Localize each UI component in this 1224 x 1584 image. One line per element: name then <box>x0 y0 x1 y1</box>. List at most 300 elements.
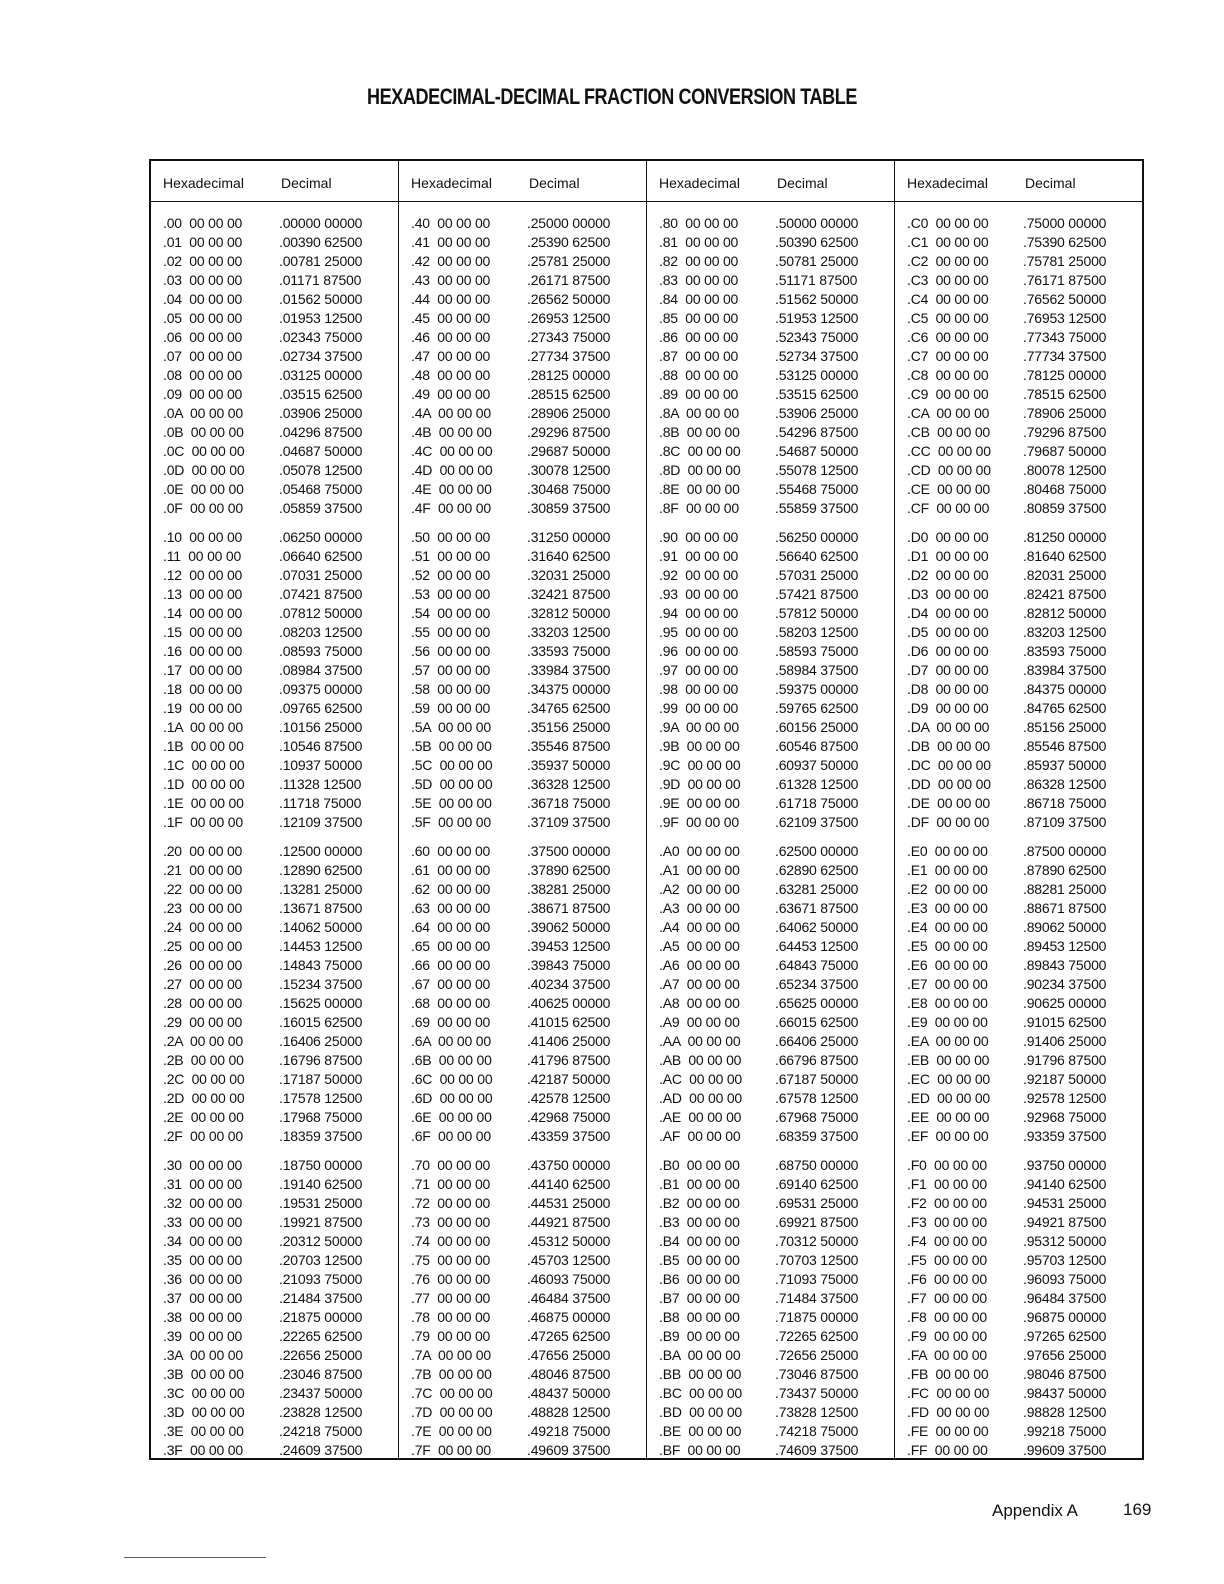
hex-value: .AB 00 00 00 <box>659 1052 742 1068</box>
hex-value: .32 00 00 00 <box>163 1195 243 1211</box>
table-row <box>151 384 398 403</box>
hex-value: .FB 00 00 00 <box>907 1366 989 1382</box>
table-row <box>647 660 894 679</box>
table-row <box>151 698 398 717</box>
table-row <box>895 717 1142 736</box>
hex-value: .A4 00 00 00 <box>659 919 740 935</box>
table-row <box>399 546 646 565</box>
decimal-value: .44921 87500 <box>527 1214 611 1230</box>
table-row <box>151 498 398 517</box>
decimal-value: .12109 37500 <box>279 814 363 830</box>
decimal-value: .53515 62500 <box>775 386 859 402</box>
decimal-value: .11718 75000 <box>279 795 362 811</box>
table-row <box>151 1288 398 1307</box>
decimal-value: .87890 62500 <box>1023 862 1107 878</box>
decimal-value: .51171 87500 <box>775 272 858 288</box>
table-row <box>399 812 646 831</box>
table-row <box>399 660 646 679</box>
hex-value: .0B 00 00 00 <box>163 424 244 440</box>
table-row <box>151 1440 398 1459</box>
hex-value: .41 00 00 00 <box>411 234 491 250</box>
hex-value: .C8 00 00 00 <box>907 367 989 383</box>
hex-value: .88 00 00 00 <box>659 367 739 383</box>
table-row <box>151 270 398 289</box>
hex-value: .68 00 00 00 <box>411 995 491 1011</box>
decimal-value: .47265 62500 <box>527 1328 611 1344</box>
hex-value: .E4 00 00 00 <box>907 919 988 935</box>
hex-value: .BB 00 00 00 <box>659 1366 742 1382</box>
hex-value: .9E 00 00 00 <box>659 795 740 811</box>
decimal-value: .14843 75000 <box>279 957 363 973</box>
hex-value: .64 00 00 00 <box>411 919 491 935</box>
decimal-value: .08203 12500 <box>279 624 363 640</box>
hex-value: .33 00 00 00 <box>163 1214 243 1230</box>
hex-value: .E9 00 00 00 <box>907 1014 988 1030</box>
table-row <box>895 917 1142 936</box>
decimal-value: .29687 50000 <box>527 443 611 459</box>
hex-value: .5D 00 00 00 <box>411 776 493 792</box>
hex-value: .71 00 00 00 <box>411 1176 491 1192</box>
table-row <box>151 1269 398 1288</box>
decimal-value: .79296 87500 <box>1023 424 1107 440</box>
hex-value: .9D 00 00 00 <box>659 776 741 792</box>
decimal-value: .64453 12500 <box>775 938 859 954</box>
hex-value: .F6 00 00 00 <box>907 1271 987 1287</box>
table-row <box>151 793 398 812</box>
decimal-value: .42968 75000 <box>527 1109 611 1125</box>
table-row <box>399 270 646 289</box>
hex-value: .13 00 00 00 <box>163 586 243 602</box>
hex-value: .1C 00 00 00 <box>163 757 245 773</box>
decimal-value: .88281 25000 <box>1023 881 1107 897</box>
decimal-value: .67968 75000 <box>775 1109 859 1125</box>
decimal-value: .02343 75000 <box>279 329 363 345</box>
decimal-value: .28515 62500 <box>527 386 611 402</box>
hex-value: .F9 00 00 00 <box>907 1328 987 1344</box>
decimal-value: .50390 62500 <box>775 234 859 250</box>
table-row <box>151 936 398 955</box>
hex-value: .69 00 00 00 <box>411 1014 491 1030</box>
table-row <box>151 1212 398 1231</box>
decimal-value: .33984 37500 <box>527 662 611 678</box>
hex-value: .44 00 00 00 <box>411 291 491 307</box>
hex-value: .DF 00 00 00 <box>907 814 990 830</box>
hex-value: .3E 00 00 00 <box>163 1423 244 1439</box>
hex-value: .50 00 00 00 <box>411 529 491 545</box>
table-row <box>647 898 894 917</box>
table-row <box>399 1231 646 1250</box>
hex-value: .CF 00 00 00 <box>907 500 990 516</box>
table-row <box>399 384 646 403</box>
decimal-value: .94531 25000 <box>1023 1195 1107 1211</box>
table-row <box>399 622 646 641</box>
hex-value: .BA 00 00 00 <box>659 1347 741 1363</box>
table-row <box>895 460 1142 479</box>
hex-value: .9B 00 00 00 <box>659 738 740 754</box>
decimal-value: .01953 12500 <box>279 310 363 326</box>
decimal-value: .68750 00000 <box>775 1157 859 1173</box>
table-row <box>399 1088 646 1107</box>
decimal-value: .52343 75000 <box>775 329 859 345</box>
table-row <box>647 917 894 936</box>
hex-value: .ED 00 00 00 <box>907 1090 991 1106</box>
hex-value: .D7 00 00 00 <box>907 662 989 678</box>
decimal-value: .47656 25000 <box>527 1347 611 1363</box>
hex-value: .A9 00 00 00 <box>659 1014 740 1030</box>
table-row <box>647 774 894 793</box>
decimal-value: .05468 75000 <box>279 481 363 497</box>
table-row <box>399 841 646 860</box>
hex-value: .51 00 00 00 <box>411 548 491 564</box>
decimal-value: .03515 62500 <box>279 386 363 402</box>
decimal-value: .86718 75000 <box>1023 795 1107 811</box>
decimal-value: .90625 00000 <box>1023 995 1107 1011</box>
decimal-value: .87109 37500 <box>1023 814 1107 830</box>
decimal-value: .94921 87500 <box>1023 1214 1107 1230</box>
table-row <box>895 1383 1142 1402</box>
decimal-value: .91796 87500 <box>1023 1052 1107 1068</box>
table-row <box>895 1345 1142 1364</box>
hex-value: .C1 00 00 00 <box>907 234 989 250</box>
hex-value: .F0 00 00 00 <box>907 1157 987 1173</box>
header-hexadecimal: Hexadecimal <box>163 175 244 191</box>
hex-value: .79 00 00 00 <box>411 1328 491 1344</box>
table-row <box>895 774 1142 793</box>
hex-value: .9F 00 00 00 <box>659 814 739 830</box>
hex-value: .EE 00 00 00 <box>907 1109 990 1125</box>
decimal-value: .39453 12500 <box>527 938 611 954</box>
hex-value: .7E 00 00 00 <box>411 1423 492 1439</box>
table-row <box>399 879 646 898</box>
table-row <box>399 603 646 622</box>
hex-value: .77 00 00 00 <box>411 1290 491 1306</box>
table-row <box>399 498 646 517</box>
hex-value: .42 00 00 00 <box>411 253 491 269</box>
decimal-value: .60156 25000 <box>775 719 859 735</box>
table-row <box>399 698 646 717</box>
decimal-value: .32031 25000 <box>527 567 611 583</box>
table-row <box>399 1069 646 1088</box>
table-row <box>895 1250 1142 1269</box>
hex-value: .3D 00 00 00 <box>163 1404 245 1420</box>
table-row <box>647 460 894 479</box>
decimal-value: .97656 25000 <box>1023 1347 1107 1363</box>
decimal-value: .05859 37500 <box>279 500 363 516</box>
hex-value: .66 00 00 00 <box>411 957 491 973</box>
decimal-value: .36718 75000 <box>527 795 611 811</box>
table-row <box>151 251 398 270</box>
hex-value: .78 00 00 00 <box>411 1309 491 1325</box>
table-row <box>399 936 646 955</box>
hex-value: .80 00 00 00 <box>659 215 739 231</box>
decimal-value: .69140 62500 <box>775 1176 859 1192</box>
hex-value: .7B 00 00 00 <box>411 1366 492 1382</box>
decimal-value: .76562 50000 <box>1023 291 1107 307</box>
decimal-value: .01562 50000 <box>279 291 363 307</box>
hex-value: .D5 00 00 00 <box>907 624 989 640</box>
row-group <box>895 841 1142 1145</box>
hex-value: .FA 00 00 00 <box>907 1347 987 1363</box>
row-group <box>399 213 646 517</box>
hex-value: .FE 00 00 00 <box>907 1423 989 1439</box>
column-header <box>647 161 894 202</box>
decimal-value: .38671 87500 <box>527 900 611 916</box>
decimal-value: .58984 37500 <box>775 662 859 678</box>
decimal-value: .09765 62500 <box>279 700 363 716</box>
row-group <box>647 527 894 831</box>
table-row <box>399 289 646 308</box>
decimal-value: .82812 50000 <box>1023 605 1107 621</box>
table-row <box>895 1326 1142 1345</box>
table-row <box>399 1383 646 1402</box>
decimal-value: .89453 12500 <box>1023 938 1107 954</box>
decimal-value: .13281 25000 <box>279 881 363 897</box>
table-row <box>895 698 1142 717</box>
hex-value: .82 00 00 00 <box>659 253 739 269</box>
hex-value: .37 00 00 00 <box>163 1290 243 1306</box>
table-row <box>151 1050 398 1069</box>
table-row <box>647 565 894 584</box>
decimal-value: .20703 12500 <box>279 1252 363 1268</box>
hex-value: .B2 00 00 00 <box>659 1195 740 1211</box>
table-column <box>151 161 399 1458</box>
hex-value: .4A 00 00 00 <box>411 405 491 421</box>
table-row <box>647 974 894 993</box>
decimal-value: .13671 87500 <box>279 900 363 916</box>
hex-value: .14 00 00 00 <box>163 605 243 621</box>
table-row <box>647 546 894 565</box>
decimal-value: .28906 25000 <box>527 405 611 421</box>
decimal-value: .41015 62500 <box>527 1014 611 1030</box>
hex-value: .2C 00 00 00 <box>163 1071 245 1087</box>
table-row <box>151 479 398 498</box>
decimal-value: .00000 00000 <box>279 215 363 231</box>
decimal-value: .63671 87500 <box>775 900 859 916</box>
decimal-value: .75390 62500 <box>1023 234 1107 250</box>
hex-value: .C4 00 00 00 <box>907 291 989 307</box>
decimal-value: .48828 12500 <box>527 1404 611 1420</box>
table-row <box>151 346 398 365</box>
header-hexadecimal: Hexadecimal <box>411 175 492 191</box>
decimal-value: .88671 87500 <box>1023 900 1107 916</box>
decimal-value: .30078 12500 <box>527 462 611 478</box>
decimal-value: .23437 50000 <box>279 1385 363 1401</box>
decimal-value: .39843 75000 <box>527 957 611 973</box>
hex-value: .84 00 00 00 <box>659 291 739 307</box>
table-row <box>895 565 1142 584</box>
decimal-value: .56250 00000 <box>775 529 859 545</box>
table-row <box>399 717 646 736</box>
decimal-value: .96484 37500 <box>1023 1290 1107 1306</box>
decimal-value: .44531 25000 <box>527 1195 611 1211</box>
table-row <box>399 955 646 974</box>
hex-value: .B5 00 00 00 <box>659 1252 740 1268</box>
table-row <box>151 974 398 993</box>
table-row <box>895 1269 1142 1288</box>
hex-value: .0A 00 00 00 <box>163 405 243 421</box>
table-row <box>151 403 398 422</box>
hex-value: .CE 00 00 00 <box>907 481 991 497</box>
decimal-value: .70703 12500 <box>775 1252 859 1268</box>
hex-value: .FD 00 00 00 <box>907 1404 990 1420</box>
decimal-value: .15234 37500 <box>279 976 363 992</box>
table-row <box>895 346 1142 365</box>
hex-value: .92 00 00 00 <box>659 567 739 583</box>
table-row <box>647 1421 894 1440</box>
decimal-value: .56640 62500 <box>775 548 859 564</box>
decimal-value: .26953 12500 <box>527 310 611 326</box>
hex-value: .63 00 00 00 <box>411 900 491 916</box>
decimal-value: .72265 62500 <box>775 1328 859 1344</box>
table-row <box>399 917 646 936</box>
hex-value: .D4 00 00 00 <box>907 605 989 621</box>
table-row <box>895 993 1142 1012</box>
table-row <box>647 955 894 974</box>
table-row <box>647 622 894 641</box>
table-row <box>895 1231 1142 1250</box>
table-row <box>151 755 398 774</box>
decimal-value: .40234 37500 <box>527 976 611 992</box>
table-row <box>151 1069 398 1088</box>
hex-value: .5C 00 00 00 <box>411 757 493 773</box>
table-row <box>647 1383 894 1402</box>
hex-value: .9C 00 00 00 <box>659 757 741 773</box>
hex-value: .E8 00 00 00 <box>907 995 988 1011</box>
decimal-value: .37500 00000 <box>527 843 611 859</box>
hex-value: .5B 00 00 00 <box>411 738 492 754</box>
decimal-value: .57031 25000 <box>775 567 859 583</box>
hex-value: .59 00 00 00 <box>411 700 491 716</box>
hex-value: .2F 00 00 00 <box>163 1128 243 1144</box>
table-row <box>399 1307 646 1326</box>
table-row <box>151 1031 398 1050</box>
hex-value: .86 00 00 00 <box>659 329 739 345</box>
table-row <box>151 603 398 622</box>
hex-value: .67 00 00 00 <box>411 976 491 992</box>
decimal-value: .17578 12500 <box>279 1090 363 1106</box>
table-row <box>647 1088 894 1107</box>
table-row <box>895 622 1142 641</box>
row-group <box>895 527 1142 831</box>
hex-value: .52 00 00 00 <box>411 567 491 583</box>
row-group <box>399 841 646 1145</box>
table-row <box>647 308 894 327</box>
decimal-value: .96875 00000 <box>1023 1309 1107 1325</box>
table-row <box>647 384 894 403</box>
table-row <box>151 1383 398 1402</box>
table-row <box>647 1440 894 1459</box>
table-row <box>647 1012 894 1031</box>
hex-value: .AE 00 00 00 <box>659 1109 742 1125</box>
hex-value: .6B 00 00 00 <box>411 1052 492 1068</box>
decimal-value: .73046 87500 <box>775 1366 859 1382</box>
decimal-value: .57421 87500 <box>775 586 859 602</box>
hex-value: .06 00 00 00 <box>163 329 243 345</box>
decimal-value: .06250 00000 <box>279 529 363 545</box>
table-row <box>399 213 646 232</box>
table-row <box>895 841 1142 860</box>
decimal-value: .19531 25000 <box>279 1195 363 1211</box>
decimal-value: .55859 37500 <box>775 500 859 516</box>
decimal-value: .30859 37500 <box>527 500 611 516</box>
header-hexadecimal: Hexadecimal <box>659 175 740 191</box>
hex-value: .BC 00 00 00 <box>659 1385 743 1401</box>
decimal-value: .18359 37500 <box>279 1128 363 1144</box>
hex-value: .17 00 00 00 <box>163 662 243 678</box>
hex-value: .4E 00 00 00 <box>411 481 492 497</box>
decimal-value: .59375 00000 <box>775 681 859 697</box>
table-row <box>151 1345 398 1364</box>
table-row <box>151 327 398 346</box>
hex-value: .5F 00 00 00 <box>411 814 491 830</box>
decimal-value: .07812 50000 <box>279 605 363 621</box>
hex-value: .74 00 00 00 <box>411 1233 491 1249</box>
footnote-rule <box>124 1557 266 1558</box>
hex-value: .8D 00 00 00 <box>659 462 741 478</box>
decimal-value: .67578 12500 <box>775 1090 859 1106</box>
decimal-value: .40625 00000 <box>527 995 611 1011</box>
decimal-value: .38281 25000 <box>527 881 611 897</box>
table-row <box>647 346 894 365</box>
table-row <box>151 1174 398 1193</box>
decimal-value: .04296 87500 <box>279 424 363 440</box>
table-row <box>399 1345 646 1364</box>
row-group <box>399 1155 646 1459</box>
hex-value: .27 00 00 00 <box>163 976 243 992</box>
hex-value: .2B 00 00 00 <box>163 1052 244 1068</box>
hex-value: .F1 00 00 00 <box>907 1176 987 1192</box>
decimal-value: .30468 75000 <box>527 481 611 497</box>
hex-value: .CB 00 00 00 <box>907 424 991 440</box>
hex-value: .D0 00 00 00 <box>907 529 989 545</box>
hex-value: .73 00 00 00 <box>411 1214 491 1230</box>
table-row <box>399 1402 646 1421</box>
table-row <box>647 479 894 498</box>
hex-value: .FF 00 00 00 <box>907 1442 988 1458</box>
hex-value: .EF 00 00 00 <box>907 1128 989 1144</box>
decimal-value: .84765 62500 <box>1023 700 1107 716</box>
footer-appendix-label: Appendix A <box>992 1501 1079 1520</box>
hex-value: .B7 00 00 00 <box>659 1290 740 1306</box>
hex-value: .E1 00 00 00 <box>907 862 988 878</box>
table-row <box>151 622 398 641</box>
table-row <box>647 1364 894 1383</box>
hex-value: .00 00 00 00 <box>163 215 243 231</box>
decimal-value: .67187 50000 <box>775 1071 859 1087</box>
hex-value: .96 00 00 00 <box>659 643 739 659</box>
decimal-value: .05078 12500 <box>279 462 363 478</box>
decimal-value: .06640 62500 <box>279 548 363 564</box>
decimal-value: .14062 50000 <box>279 919 363 935</box>
table-row <box>895 736 1142 755</box>
table-row <box>895 498 1142 517</box>
table-row <box>895 384 1142 403</box>
decimal-value: .36328 12500 <box>527 776 611 792</box>
table-row <box>895 660 1142 679</box>
hex-value: .2E 00 00 00 <box>163 1109 244 1125</box>
row-group <box>895 213 1142 517</box>
hex-value: .97 00 00 00 <box>659 662 739 678</box>
decimal-value: .75781 25000 <box>1023 253 1107 269</box>
decimal-value: .07031 25000 <box>279 567 363 583</box>
decimal-value: .02734 37500 <box>279 348 363 364</box>
table-row <box>151 1193 398 1212</box>
table-row <box>151 1107 398 1126</box>
table-row <box>399 974 646 993</box>
hex-value: .1F 00 00 00 <box>163 814 243 830</box>
decimal-value: .37109 37500 <box>527 814 611 830</box>
hex-value: .47 00 00 00 <box>411 348 491 364</box>
